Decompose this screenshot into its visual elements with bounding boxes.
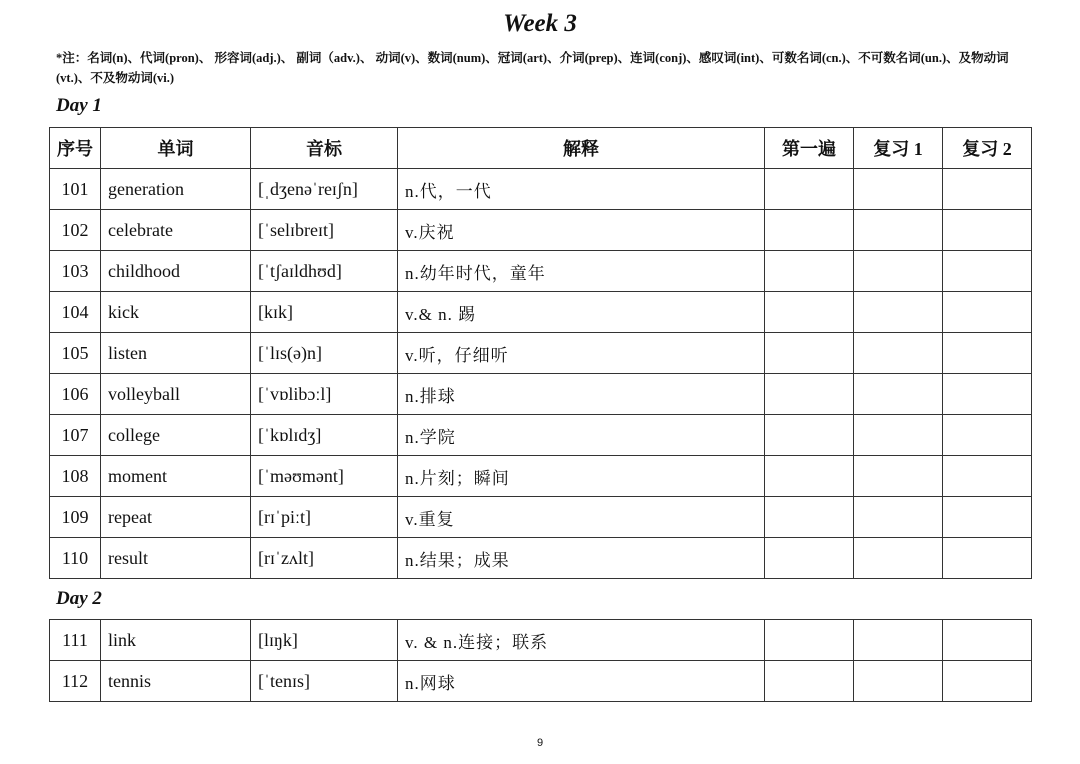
row-ipa: [ˈkɒlɪdʒ] xyxy=(251,415,398,456)
row-ipa: [rɪˈpiːt] xyxy=(251,497,398,538)
row-ipa: [ˈməʊmənt] xyxy=(251,456,398,497)
row-number: 105 xyxy=(50,333,101,374)
row-word: repeat xyxy=(101,497,251,538)
first-pass-cell[interactable] xyxy=(765,210,854,251)
table-row xyxy=(50,210,1032,251)
review-1-cell[interactable] xyxy=(854,374,943,415)
header-first-pass: 第一遍 xyxy=(765,128,854,169)
review-2-cell[interactable] xyxy=(943,456,1032,497)
part-of-speech-note: *注：名词(n)、代词(pron)、 形容词(adj.)、 副词（adv.)、 动词(v)、数词(num)、冠词(art)、介词(prep)、连词(conj)、感叹词(int)、可数名词(cn.)、不可数名词(un.)、及物动词(vt.)、不及物动词(vi.) xyxy=(56,51,1009,85)
row-word: celebrate xyxy=(101,210,251,251)
table-row xyxy=(50,415,1032,456)
row-ipa: [ˈselɪbreɪt] xyxy=(251,210,398,251)
page-number: 9 xyxy=(536,737,544,749)
day-2-heading: Day 2 xyxy=(56,588,102,609)
review-1-cell[interactable] xyxy=(854,292,943,333)
header-review-1: 复习 1 xyxy=(854,128,943,169)
row-number: 106 xyxy=(50,374,101,415)
row-word: childhood xyxy=(101,251,251,292)
review-1-cell[interactable] xyxy=(854,169,943,210)
first-pass-cell[interactable] xyxy=(765,661,854,702)
review-1-cell[interactable] xyxy=(854,251,943,292)
day-1-vocab-table xyxy=(49,127,1032,579)
row-word: kick xyxy=(101,292,251,333)
review-2-cell[interactable] xyxy=(943,251,1032,292)
first-pass-cell[interactable] xyxy=(765,415,854,456)
row-number: 108 xyxy=(50,456,101,497)
row-number: 103 xyxy=(50,251,101,292)
table-row xyxy=(50,620,1032,661)
first-pass-cell[interactable] xyxy=(765,497,854,538)
table-row xyxy=(50,538,1032,579)
review-1-cell[interactable] xyxy=(854,415,943,456)
row-word: tennis xyxy=(101,661,251,702)
header-meaning: 解释 xyxy=(398,128,765,169)
review-2-cell[interactable] xyxy=(943,620,1032,661)
row-meaning: n.排球 xyxy=(398,374,765,415)
table-row xyxy=(50,661,1032,702)
review-2-cell[interactable] xyxy=(943,661,1032,702)
review-2-cell[interactable] xyxy=(943,210,1032,251)
row-meaning: v.& n. 踢 xyxy=(398,292,765,333)
row-number: 104 xyxy=(50,292,101,333)
row-word: listen xyxy=(101,333,251,374)
row-ipa: [ˈtʃaɪldhʊd] xyxy=(251,251,398,292)
table-row xyxy=(50,169,1032,210)
review-2-cell[interactable] xyxy=(943,497,1032,538)
row-ipa: [lɪŋk] xyxy=(251,620,398,661)
first-pass-cell[interactable] xyxy=(765,620,854,661)
row-ipa: [ˌdʒenəˈreɪʃn] xyxy=(251,169,398,210)
header-word: 单词 xyxy=(101,128,251,169)
row-meaning: v. & n.连接；联系 xyxy=(398,620,765,661)
day-1-heading: Day 1 xyxy=(56,95,102,116)
first-pass-cell[interactable] xyxy=(765,374,854,415)
row-number: 110 xyxy=(50,538,101,579)
row-number: 109 xyxy=(50,497,101,538)
row-word: generation xyxy=(101,169,251,210)
review-2-cell[interactable] xyxy=(943,415,1032,456)
review-1-cell[interactable] xyxy=(854,538,943,579)
row-word: result xyxy=(101,538,251,579)
header-review-2: 复习 2 xyxy=(943,128,1032,169)
row-word: college xyxy=(101,415,251,456)
row-meaning: v.庆祝 xyxy=(398,210,765,251)
row-meaning: n.幼年时代，童年 xyxy=(398,251,765,292)
row-meaning: v.听，仔细听 xyxy=(398,333,765,374)
review-2-cell[interactable] xyxy=(943,169,1032,210)
row-ipa: [rɪˈzʌlt] xyxy=(251,538,398,579)
row-ipa: [ˈtenɪs] xyxy=(251,661,398,702)
review-1-cell[interactable] xyxy=(854,333,943,374)
table-row xyxy=(50,333,1032,374)
table-row xyxy=(50,251,1032,292)
row-number: 101 xyxy=(50,169,101,210)
review-2-cell[interactable] xyxy=(943,333,1032,374)
table-row xyxy=(50,497,1032,538)
first-pass-cell[interactable] xyxy=(765,292,854,333)
first-pass-cell[interactable] xyxy=(765,538,854,579)
review-2-cell[interactable] xyxy=(943,292,1032,333)
first-pass-cell[interactable] xyxy=(765,456,854,497)
first-pass-cell[interactable] xyxy=(765,333,854,374)
row-meaning: v.重复 xyxy=(398,497,765,538)
table-header-row xyxy=(50,128,1032,169)
review-1-cell[interactable] xyxy=(854,620,943,661)
row-ipa: [ˈvɒlibɔːl] xyxy=(251,374,398,415)
table-row xyxy=(50,292,1032,333)
review-1-cell[interactable] xyxy=(854,210,943,251)
page-title: Week 3 xyxy=(503,10,577,37)
row-ipa: [kɪk] xyxy=(251,292,398,333)
row-word: moment xyxy=(101,456,251,497)
row-number: 102 xyxy=(50,210,101,251)
row-meaning: n.结果；成果 xyxy=(398,538,765,579)
review-1-cell[interactable] xyxy=(854,497,943,538)
row-meaning: n.网球 xyxy=(398,661,765,702)
row-word: link xyxy=(101,620,251,661)
row-meaning: n.片刻；瞬间 xyxy=(398,456,765,497)
first-pass-cell[interactable] xyxy=(765,169,854,210)
table-row xyxy=(50,456,1032,497)
header-ipa: 音标 xyxy=(251,128,398,169)
row-number: 107 xyxy=(50,415,101,456)
row-meaning: n.代，一代 xyxy=(398,169,765,210)
row-number: 111 xyxy=(50,620,101,661)
row-ipa: [ˈlɪs(ə)n] xyxy=(251,333,398,374)
header-no: 序号 xyxy=(50,128,101,169)
table-row xyxy=(50,374,1032,415)
review-2-cell[interactable] xyxy=(943,538,1032,579)
row-number: 112 xyxy=(50,661,101,702)
review-2-cell[interactable] xyxy=(943,374,1032,415)
row-word: volleyball xyxy=(101,374,251,415)
row-meaning: n.学院 xyxy=(398,415,765,456)
first-pass-cell[interactable] xyxy=(765,251,854,292)
review-1-cell[interactable] xyxy=(854,661,943,702)
day-2-vocab-table xyxy=(49,619,1032,702)
review-1-cell[interactable] xyxy=(854,456,943,497)
